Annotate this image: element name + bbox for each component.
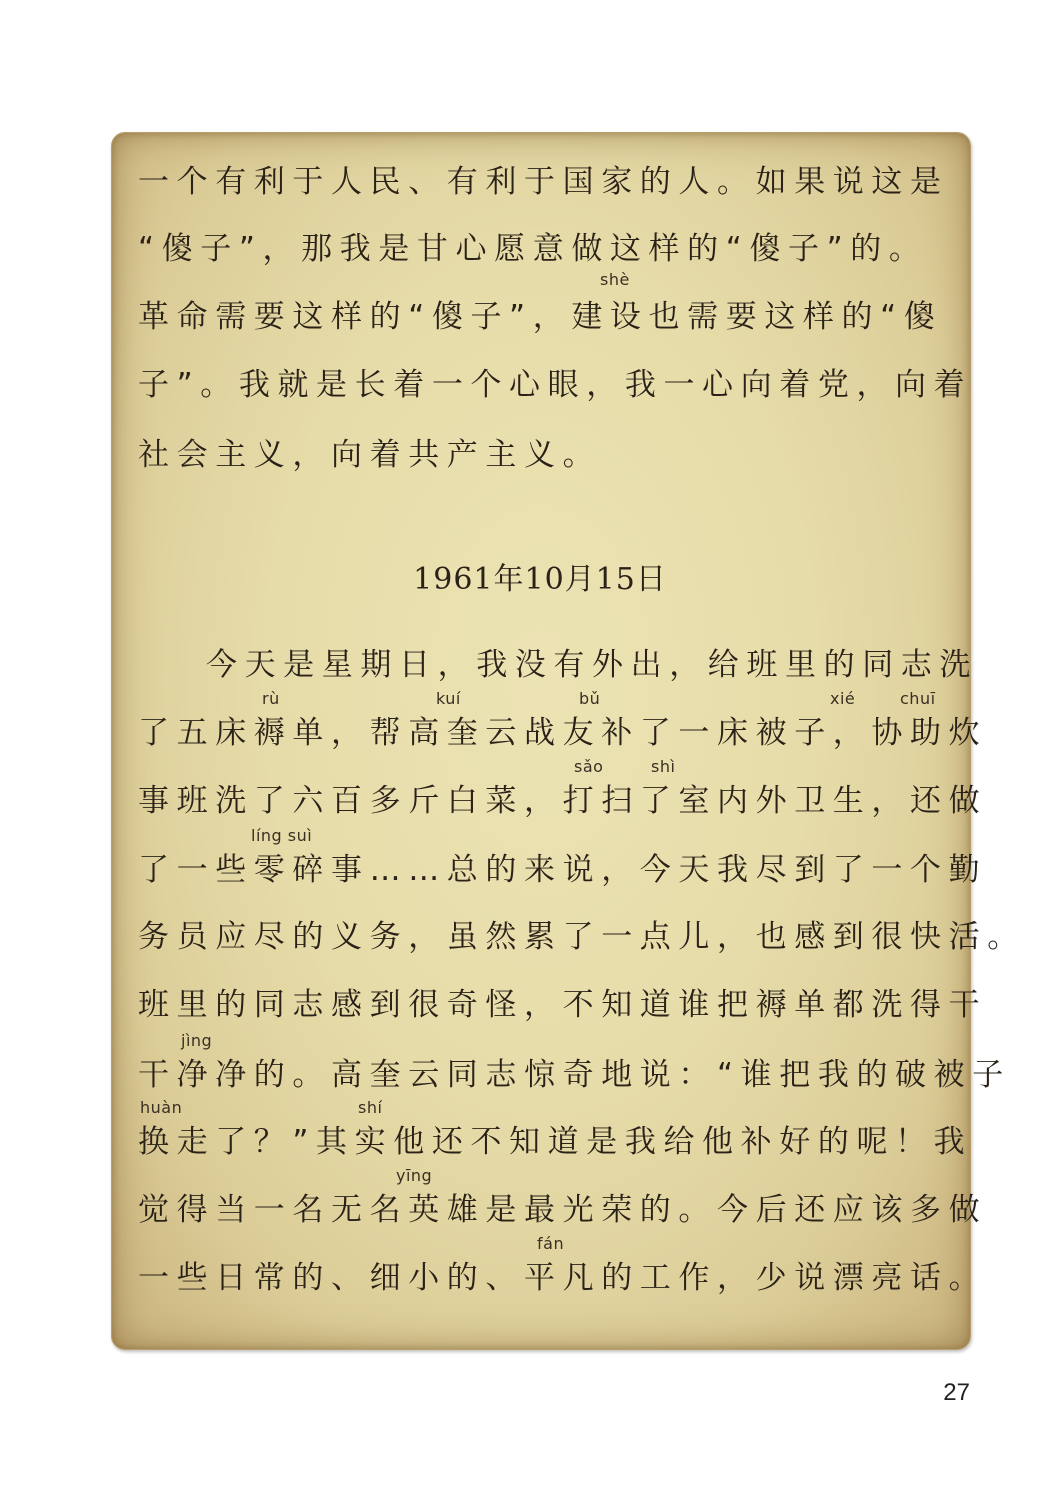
pinyin-annotation: chuī [900, 689, 936, 708]
pinyin-annotation: huàn [140, 1098, 183, 1117]
text-line: 子”。我就是长着一个心眼，我一心向着党，向着 [138, 367, 973, 403]
text-line: 了五床褥单，帮高奎云战友补了一床被子，协助炊 [138, 715, 988, 751]
text-line: 干净净的。高奎云同志惊奇地说：“谁把我的破被子 [138, 1057, 1011, 1093]
text-line: 一个有利于人民、有利于国家的人。如果说这是 [138, 164, 949, 200]
page-number: 27 [943, 1379, 970, 1406]
text-line: 革命需要这样的“傻子”，建设也需要这样的“傻 [138, 299, 943, 335]
text-line: 务员应尽的义务，虽然累了一点儿，也感到很快活。 [138, 919, 1026, 955]
pinyin-annotation: shì [651, 757, 676, 776]
pinyin-annotation: yīng [396, 1166, 433, 1185]
text-line: 社会主义，向着共产主义。 [138, 437, 602, 473]
text-line: 觉得当一名无名英雄是最光荣的。今后还应该多做 [138, 1192, 988, 1228]
pinyin-annotation: fán [537, 1234, 565, 1253]
date-heading: 1961年10月15日 [413, 562, 667, 597]
pinyin-annotation: rù [262, 689, 280, 708]
text-line: 换走了？”其实他还不知道是我给他补好的呢！我 [138, 1124, 973, 1160]
pinyin-annotation: shè [600, 270, 630, 289]
pinyin-annotation: kuí [436, 689, 461, 708]
text-line: 了一些零碎事……总的来说，今天我尽到了一个勤 [138, 852, 988, 888]
text-line: 一些日常的、细小的、平凡的工作，少说漂亮话。 [138, 1260, 988, 1296]
pinyin-annotation: sǎo [574, 757, 604, 776]
pinyin-annotation: líng suì [251, 826, 313, 845]
pinyin-annotation: xié [830, 689, 856, 708]
text-line: 事班洗了六百多斤白菜，打扫了室内外卫生，还做 [138, 783, 988, 819]
pinyin-annotation: shí [358, 1098, 383, 1117]
text-line: 班里的同志感到很奇怪，不知道谁把褥单都洗得干 [138, 987, 988, 1023]
text-line: “傻子”，那我是甘心愿意做这样的“傻子”的。 [138, 231, 928, 267]
pinyin-annotation: jìng [181, 1031, 213, 1050]
pinyin-annotation: bǔ [579, 689, 601, 708]
text-line: 今天是星期日，我没有外出，给班里的同志洗 [206, 647, 978, 683]
